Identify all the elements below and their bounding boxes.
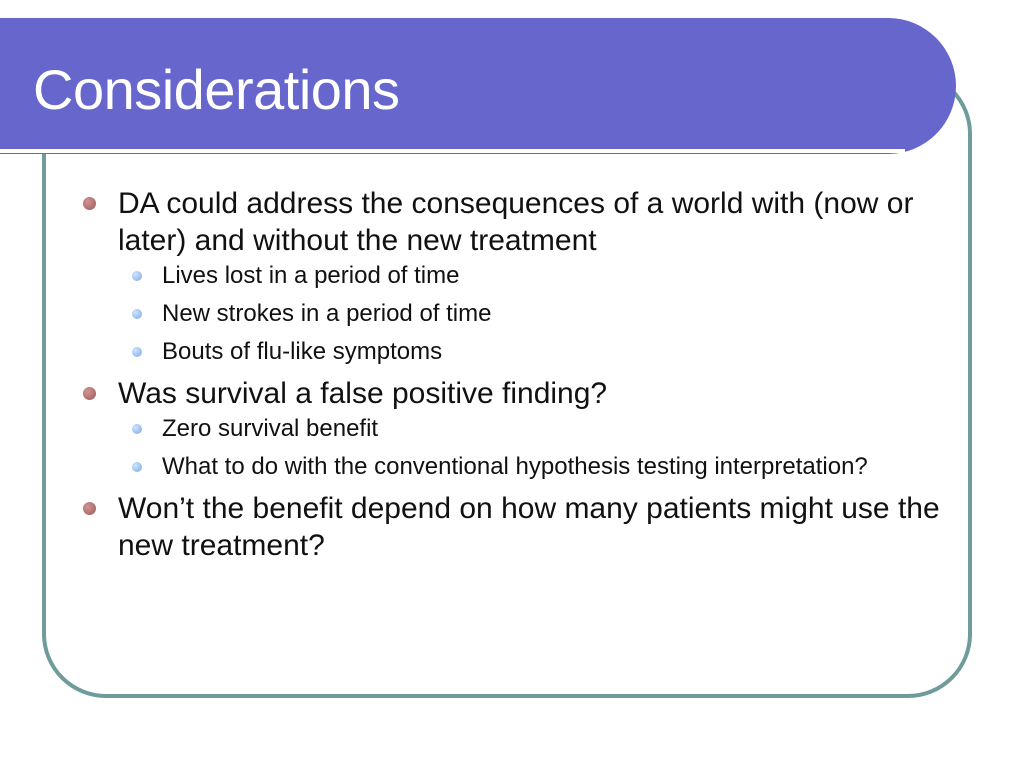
bullet-dot-icon	[83, 387, 96, 400]
sub-bullet-text: New strokes in a period of time	[162, 300, 492, 327]
sub-bullet-text: Lives lost in a period of time	[162, 262, 460, 289]
bullet-text: DA could address the consequences of a world with (now or later) and without the new treatment	[118, 187, 914, 257]
sub-bullet-item	[118, 452, 948, 481]
sub-bullet-dot-icon	[132, 424, 142, 434]
sub-bullet-item	[118, 299, 948, 328]
sub-bullet-item	[118, 261, 948, 290]
sub-bullet-text: Zero survival benefit	[162, 415, 379, 442]
sub-bullet-text: Bouts of flu-like symptoms	[162, 338, 443, 365]
sub-bullet-dot-icon	[132, 347, 142, 357]
bullet-text: Was survival a false positive finding?	[118, 377, 608, 410]
title-bar	[0, 18, 956, 154]
title-underline	[0, 149, 905, 153]
bullet-item	[78, 185, 948, 366]
sub-bullet-list	[118, 261, 948, 366]
sub-bullet-item	[118, 414, 948, 443]
sub-bullet-dot-icon	[132, 271, 142, 281]
sub-bullet-dot-icon	[132, 462, 142, 472]
bullet-item	[78, 375, 948, 481]
bullet-list	[78, 185, 948, 568]
sub-bullet-item	[118, 337, 948, 366]
bullet-dot-icon	[83, 197, 96, 210]
sub-bullet-list	[118, 414, 948, 481]
bullet-dot-icon	[83, 502, 96, 515]
sub-bullet-dot-icon	[132, 309, 142, 319]
bullet-text: Won’t the benefit depend on how many patients might use the new treatment?	[118, 492, 940, 562]
bullet-item	[78, 490, 948, 564]
slide-title: Considerations	[33, 58, 400, 121]
sub-bullet-text: What to do with the conventional hypothesis testing interpretation?	[162, 453, 868, 480]
